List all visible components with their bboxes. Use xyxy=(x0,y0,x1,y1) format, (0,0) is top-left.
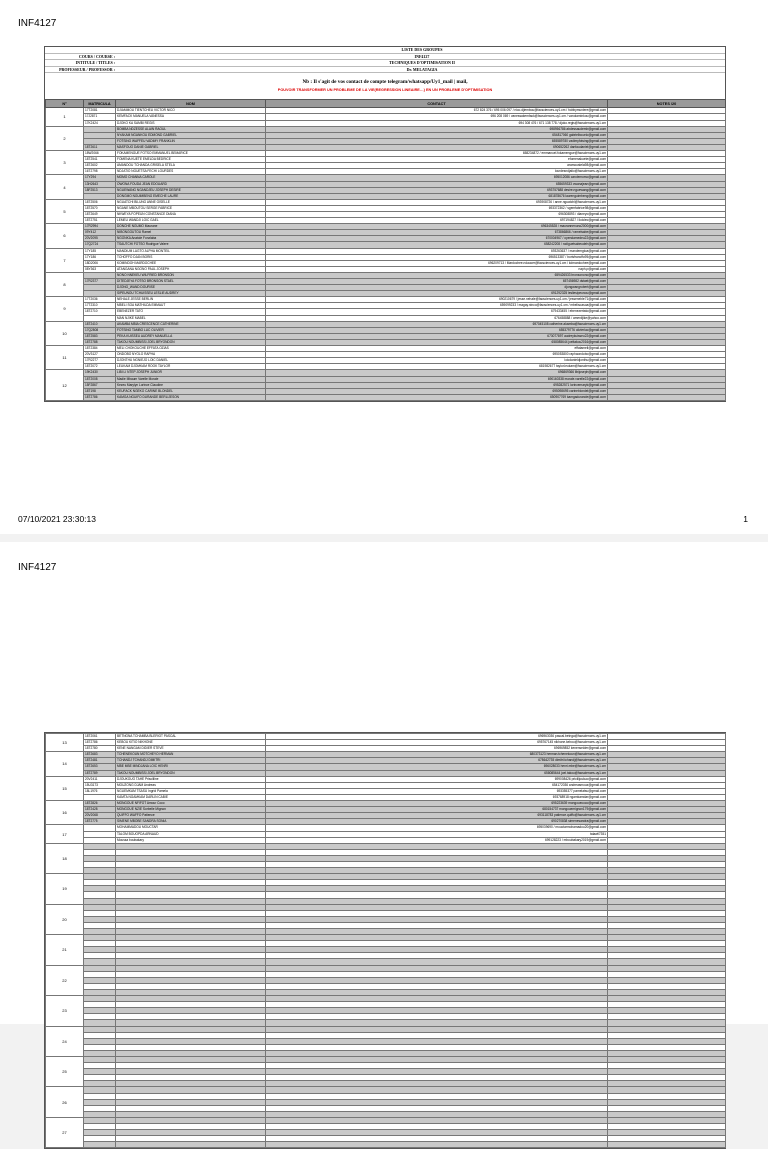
name-cell: OWONA FOUDA JEAN EDOUARD xyxy=(116,181,266,187)
contact-cell: 695223639 mongouecoco@gmail.com xyxy=(266,801,608,807)
name-cell: QUIFFO WAFFO Patience xyxy=(116,813,266,819)
group-number: 8 xyxy=(46,272,84,296)
groups-table-continued xyxy=(45,733,726,1148)
meta-value: TECHNIQUES D'OPTIMISATION II xyxy=(389,60,455,66)
name-cell: Moussa boubakary xyxy=(116,837,266,843)
group-number: 21 xyxy=(46,935,84,965)
meta-row xyxy=(45,60,725,67)
matricula-cell: 15U3173 xyxy=(84,782,116,788)
matricula-cell: 17Y185 xyxy=(84,248,116,254)
name-cell: BOMBA NDZESSE ALAIN RAOUL xyxy=(116,126,266,132)
matricula-cell: 13H2643 xyxy=(84,181,116,187)
name-cell: MAN NJIKE MABEL xyxy=(116,315,266,321)
contact-cell: 695053800 raphaondobo@gmail.com xyxy=(266,352,608,358)
matricula-cell: 17T2310 xyxy=(84,303,116,309)
contact-cell: 679433455 / ebenezertato@gmail.com xyxy=(266,309,608,315)
column-header: NOM xyxy=(116,100,266,108)
matricula-cell: 20V2411 xyxy=(84,776,116,782)
grade-cell xyxy=(608,394,726,400)
matricula-cell: 18W2066 xyxy=(84,151,116,157)
name-cell: DJONTHU NGNIEJO LOIC DANIEL xyxy=(116,358,266,364)
contact-cell: naph.p@gmail.com xyxy=(266,266,608,272)
contact-cell: 690160338 morale.varelle22@gmail.com xyxy=(266,376,608,382)
matricula-cell: 18T2570 xyxy=(84,205,116,211)
name-cell: ATANGANA NGONO PAUL JOSEPH xyxy=(116,266,266,272)
contact-cell: 695039690 / mouctarmohamadou20@gmail.com xyxy=(266,825,608,831)
name-cell: EBENEZER TATO xyxy=(116,309,266,315)
contact-cell: talawil7351 xyxy=(266,831,608,837)
document-page-1 xyxy=(0,0,768,534)
name-cell: DONGMO NGUIMBENG EMECHE LAURE xyxy=(116,193,266,199)
contact-cell: 658234872 / emmanuel.fokamengue@facsciences-uy1.cm xyxy=(266,151,608,157)
matricula-cell: 17J2871 xyxy=(84,114,116,120)
name-cell: MBE MBE MINDJANA LOIC HENRI xyxy=(116,764,266,770)
matricula-cell: 17Q2808 xyxy=(84,327,116,333)
name-cell: KEBOU KITIO NIKHONE xyxy=(116,740,266,746)
matricula-cell: 20V2095 xyxy=(84,236,116,242)
contact-cell: 697194827 / lloiclec@gmail.com xyxy=(266,218,608,224)
contact-cell: 696963036 pascal.betnga@facsciences-uy1.cm xyxy=(266,734,608,740)
matricula-cell: 18T2786 xyxy=(84,740,116,746)
matricula-cell: 18T2384 xyxy=(84,346,116,352)
matricula-cell: 17Y294 xyxy=(84,175,116,181)
contact-cell: 659426533 bronsonono@gmail.com xyxy=(266,272,608,278)
matricula-cell: 09Y412 xyxy=(84,230,116,236)
name-cell: SIPEUNOU TCHUISSEU LESLIE AUDREY xyxy=(116,291,266,297)
contact-cell: 680154737 mongouemignon179@gmail.com xyxy=(266,807,608,813)
name-cell: ONDOBO NYOLO RAPHA xyxy=(116,352,266,358)
contact-cell: 673866866 / ramelsabe@gmail.com xyxy=(266,230,608,236)
name-cell: MBELI SOA MATHILDA EMMAUT xyxy=(116,303,266,309)
matricula-cell: 18T2602 xyxy=(84,163,116,169)
matricula-cell: 18T2649 xyxy=(84,211,116,217)
group-list-sheet xyxy=(44,46,726,402)
contact-cell: 695012086 carolemomo@gmail.com xyxy=(266,175,608,181)
name-cell: TCHOFFO DJAN BORIS xyxy=(116,254,266,260)
contact-cell: djongwangrobert@gmail.com xyxy=(266,285,608,291)
contact-cell: 695098695 carineblondel@gmail.com xyxy=(266,388,608,394)
name-cell: TSAUTCHI FOTSO Rodrigue Valere xyxy=(116,242,266,248)
contact-cell: 672 824 376 / 695 006 097 / nico.djiembou@facsciences-uy1.cm / hobbymuniere@gmail.com xyxy=(266,108,608,114)
contact-cell: 658085644 joel.takou@facsciences-uy1.cm xyxy=(266,770,608,776)
meta-label: PROFESSEUR / PROFESSOR : xyxy=(59,66,115,72)
contact-cell: 654172036 andreasmouz@gmail.com xyxy=(266,782,608,788)
name-cell: KEUFACK NGEKO CARINE BLONDEL xyxy=(116,388,266,394)
meta-row xyxy=(45,67,725,74)
group-number: 24 xyxy=(46,1026,84,1056)
group-number: 11 xyxy=(46,346,84,370)
name-cell: MELI CHOKOUCHE EFFATA OZIAS xyxy=(116,346,266,352)
course-meta xyxy=(45,47,725,73)
meta-row xyxy=(45,54,725,61)
matricula-cell: 17T2081 xyxy=(84,108,116,114)
page-header-course-code: INF4127 xyxy=(18,18,57,29)
name-cell: AKAMBA MBIA CRESCENCE CATHERINE xyxy=(116,321,266,327)
contact-cell: efomenakuete@gmail.com xyxy=(266,157,608,163)
contact-cell: 697045108 catherine.akamba@facsciences-uy1.cm xyxy=(266,321,608,327)
matricula-cell: 18T2775 xyxy=(84,819,116,825)
group-number: 18 xyxy=(46,843,84,873)
contact-cell: 693118783 patience.quiffo@facsciences-uy1.cm xyxy=(266,813,608,819)
page-header-course-code: INF4127 xyxy=(18,562,57,573)
name-cell: NGUATCHI BILUNG ANNE GISELLE xyxy=(116,199,266,205)
contact-cell: 693757688 desire.nguewang@gmail.com xyxy=(266,187,608,193)
matricula-cell: 18T2780 xyxy=(84,746,116,752)
footer-datetime: 07/10/2021 23:30:13 xyxy=(18,514,96,524)
matricula-cell: 18F2513 xyxy=(84,187,116,193)
contact-cell: 693768918 ngamkamdar@gmail.com xyxy=(266,794,608,800)
contact-cell: 655589780 vadimyfotsing@gmail.com xyxy=(266,138,608,144)
name-cell: MOHAMMADOU MOUCTAR xyxy=(116,825,266,831)
contact-cell: 655659333 owonajean@gmail.com xyxy=(266,181,608,187)
group-number: 14 xyxy=(46,752,84,776)
group-number: 6 xyxy=(46,224,84,248)
name-cell: AMANDOU TCHANDA GRISELA STELA xyxy=(116,163,266,169)
contact-cell: 678642735 dimitri.tchandj@facsciences-uy1.cm xyxy=(266,758,608,764)
contact-cell: 690210679 / jesse.nehale@facsciences-uy1.cm / jesseneble71@gmail.com xyxy=(266,297,608,303)
contact-cell: 699128223 / mboubakary2019@gmail.com xyxy=(266,837,608,843)
group-number: 27 xyxy=(46,1117,84,1147)
matricula-cell: 19K2430 xyxy=(84,370,116,376)
matricula-cell: 18T2410 xyxy=(84,321,116,327)
matricula-cell: 18T2481 xyxy=(84,758,116,764)
matricula-cell: 17R2994 xyxy=(84,224,116,230)
name-cell: NYAKAM NGANKOU EDMOND GABRIEL xyxy=(116,132,266,138)
contact-cell: 696345528 / maurannenuno2000@gmail.com xyxy=(266,224,608,230)
meta-label: INTITULE / TITLES : xyxy=(75,60,115,66)
name-cell: TALOM BOUOPDA ARNAUD xyxy=(116,831,266,837)
table-row-empty xyxy=(46,1142,726,1148)
name-cell: FOTSING TAMBO LUC OLIVIER xyxy=(116,327,266,333)
topic-subtitle: POUVOIR TRANSFORMER UN PROBLEME DE LA VIE(REGRESSION LINEAIRE…) EN UN PROBLEME D'OPTIMISATION xyxy=(277,88,493,93)
group-number: 26 xyxy=(46,1087,84,1117)
name-cell: DJONG_WAND DOURISE xyxy=(116,285,266,291)
group-number: 4 xyxy=(46,175,84,199)
group-number: 20 xyxy=(46,904,84,934)
matricula-cell: 20V3127 xyxy=(84,352,116,358)
matricula-cell: 17R2277 xyxy=(84,358,116,364)
name-cell: NGANE MBOUTOU SERGE FABRICE xyxy=(116,205,266,211)
contact-cell: 690270838 simenesandra@gmail.com xyxy=(266,819,608,825)
list-title: LISTE DES GROUPES xyxy=(401,47,443,52)
matricula-cell: 18T2683 xyxy=(84,752,116,758)
matricula-cell: 17Y186 xyxy=(84,254,116,260)
group-number: 25 xyxy=(46,1056,84,1086)
matricula-cell: 18T2506 xyxy=(84,199,116,205)
contact-cell: 695767145 nikhone.kebou@facsciences-uy1.cm xyxy=(266,740,608,746)
name-cell: KOMINDOH MARDOCHEE xyxy=(116,260,266,266)
name-cell: DITEDJEYA FOTSO BRONSON STAEL xyxy=(116,279,266,285)
contact-cell: 658242208 / rodiguetsabeudeh@gmail.com xyxy=(266,242,608,248)
group-number: 12 xyxy=(46,370,84,400)
column-header: N° xyxy=(46,100,84,108)
contact-cell: 696969852 kenenseider@gmail.com xyxy=(266,746,608,752)
name-cell: DJOUKOUO TAHE Priscilline xyxy=(116,776,266,782)
name-cell: KAMGA NGUIFO DURANDE BERLIJESON xyxy=(116,394,266,400)
contact-cell: 696513387 / borisfrancffo95@gmail.com xyxy=(266,254,608,260)
column-header: CONTACT xyxy=(266,100,608,108)
group-number: 7 xyxy=(46,248,84,272)
name-cell: NDJATIO NGUETSA FECHI LOURDES xyxy=(116,169,266,175)
name-cell: KAMTA NGAMKAM DARLIN CABIE xyxy=(116,794,266,800)
empty-cell xyxy=(266,1142,608,1148)
matricula-cell: 18T2710 xyxy=(84,309,116,315)
contact-cell: 681982677 taylor.leukam@facsciences-uy1.cm xyxy=(266,364,608,370)
group-number: 22 xyxy=(46,965,84,995)
name-cell: FOMENA KUETE EMELDA BEDRICE xyxy=(116,157,266,163)
contact-cell: 699008426 pricilljoukuo@gmail.com xyxy=(266,776,608,782)
contact-cell: 681878676 laurenguimbeng@gmail.com xyxy=(266,193,608,199)
name-cell: DJOKO KA SAMBI REGIS xyxy=(116,120,266,126)
name-cell: NGUEWANG NGANDJEU JOSEPH DESIRE xyxy=(116,187,266,193)
matricula-cell: 18T2541 xyxy=(84,157,116,163)
matricula-cell: 18T2428 xyxy=(84,807,116,813)
contact-cell: 693355377 pamelatsu@gmail.com xyxy=(266,788,608,794)
contact-cell: 698956786 abdessaudemb@gmail.com xyxy=(266,126,608,132)
group-number: 13 xyxy=(46,734,84,752)
contact-cell: 696 208 069 / vanessakemfack@facsciences-uy1.cm / vanolaminkou@gmail.com xyxy=(266,114,608,120)
contact-cell: effatameli@gmail.com xyxy=(266,346,608,352)
name-cell: MASFOUO DANIE GABRIEL xyxy=(116,144,266,150)
name-cell: NGUEMKAM TSASU Ingrid Pamela xyxy=(116,788,266,794)
group-number: 16 xyxy=(46,801,84,825)
contact-cell: 670004967 / opendamedeu22@gmail.com xyxy=(266,236,608,242)
name-cell: LEUKAM DJOMKAM ROOK TAYLOR xyxy=(116,364,266,370)
group-number: 2 xyxy=(46,126,84,150)
contact-cell: 658085644 joeltakou2016@gmail.com xyxy=(266,339,608,345)
meta-value: Dr. MELATAGIA xyxy=(406,66,438,72)
name-cell: TAKOU NOUMBISSI JOEL BRYONDON xyxy=(116,770,266,776)
name-cell: MOMO CHANNA CAROLE xyxy=(116,175,266,181)
contact-cell: 696209713 / Mardochee.ndaucer@facsciences-uy1.cm / kdmardochee@gmail.com xyxy=(266,260,608,266)
contact-note: Nb : Il s'agit de vos contact de compte telegram/whatsapp/Uy1_mail | mail, xyxy=(302,79,468,86)
group-number: 17 xyxy=(46,825,84,843)
matricula-cell: 18D2006 xyxy=(84,260,116,266)
contact-cell: aramoustela98@gmail.com xyxy=(266,163,608,169)
group-number: 1 xyxy=(46,108,84,126)
contact-cell: 659099233 / magay.ninco@facsciences-uy1.cm / mbelisoasoa@gmail.com xyxy=(266,303,608,309)
name-cell: SIMENE MBOBE SANDRA SONIA xyxy=(116,819,266,825)
matricula-cell: 17T2036 xyxy=(84,297,116,303)
meta-value: INF4127 xyxy=(414,53,430,59)
contact-cell: 680373123 herman.tchenekoun@facsciences-uy1.cm xyxy=(266,752,608,758)
contact-cell: 657456982 dstael@gmail.com xyxy=(266,279,608,285)
matricula-cell: 18T198 xyxy=(84,388,116,394)
matricula-cell: 16T2798 xyxy=(84,169,116,175)
name-cell: MONGOUE NFIFOT Amour Coco xyxy=(116,801,266,807)
contact-cell: 691292325 lesliesipeunou@gmail.com xyxy=(266,291,608,297)
group-number: 15 xyxy=(46,776,84,800)
name-cell: DONCHE NGUMO Maurane xyxy=(116,224,266,230)
name-cell: TCHENEKOUN MOTCHEYO HERMAN xyxy=(116,752,266,758)
empty-cell xyxy=(608,1142,726,1148)
matricula-cell: 18T2583 xyxy=(84,333,116,339)
name-cell: NKWEYA FOPEUN CONSTANCE DIANA xyxy=(116,211,266,217)
name-cell: LEMEU WANDJI LOIC GAEL xyxy=(116,218,266,224)
name-cell: KEMFACK MANUELA VANESSA xyxy=(116,114,266,120)
document-page-2 xyxy=(0,542,768,1136)
matricula-cell: 18T2826 xyxy=(84,801,116,807)
matricula-cell: 18T2751 xyxy=(84,218,116,224)
matricula-cell: 18T2788 xyxy=(84,339,116,345)
name-cell: FOKAMENGUE FOTSO EMMANUEL BEMARICE xyxy=(116,151,266,157)
matricula-cell: 18T2008 xyxy=(84,376,116,382)
name-cell: LIBI LI NTEP JOSEPH JUNIOR xyxy=(116,370,266,376)
group-number: 3 xyxy=(46,151,84,175)
matricula-cell: 18T2789 xyxy=(84,770,116,776)
matricula-cell: 18T2072 xyxy=(84,364,116,370)
contact-cell: 693908726 / anne.nguatchi@facsciences-uy1.cm xyxy=(266,199,608,205)
matricula-cell: 17K2424 xyxy=(84,120,116,126)
table-row xyxy=(46,394,726,400)
column-header: NOTES /20 xyxy=(608,100,726,108)
matricula-cell: 20V2068 xyxy=(84,813,116,819)
name-cell: TAKOU NOUMBISSI JOEL BRYONDON xyxy=(116,339,266,345)
contact-cell: 693372362 / sgemfabrice98@gmail.com xyxy=(266,205,608,211)
name-cell: MOUZONG DJAM Andreas xyxy=(116,782,266,788)
meta-label: COURS / COURSE : xyxy=(78,53,115,59)
contact-cell: 676458888 / ameniijike@yahoo.com xyxy=(266,315,608,321)
matricula-cell: 17R2377 xyxy=(84,279,116,285)
name-cell: NEHALE JESSE BERLIN xyxy=(116,297,266,303)
empty-cell xyxy=(84,1142,116,1148)
name-cell: Kezeu Marylyn Lorince Claudine xyxy=(116,382,266,388)
name-cell: MANDIUM LAGTO ALPHA MONTEIL xyxy=(116,248,266,254)
matricula-cell: 18T2786 xyxy=(84,394,116,400)
contact-cell: 696869366 libijoseph@gmail.com xyxy=(266,370,608,376)
name-cell: PEKA KUISSEU AUDREY MANUELLA xyxy=(116,333,266,339)
contact-cell: 690652262 danfaudaniel@gmail.com xyxy=(266,144,608,150)
matricula-cell: 18T2061 xyxy=(84,734,116,740)
matricula-cell: 08Y363 xyxy=(84,266,116,272)
matricula-cell: 18L1976 xyxy=(84,788,116,794)
contact-cell: 695282571 lorincemaryk@gmail.com xyxy=(266,382,608,388)
group-number: 19 xyxy=(46,874,84,904)
name-cell: NONO NNEKEU WILFRIED BRONSON xyxy=(116,272,266,278)
contact-cell: 654817060 gabrielbouelo@gmail.com xyxy=(266,132,608,138)
matricula-cell: 18T2653 xyxy=(84,764,116,770)
name-cell: TCHANDJ TCHANDJ DIMITRI xyxy=(116,758,266,764)
contact-cell: loicdanieldjonthu@gmail.com xyxy=(266,358,608,364)
table-header xyxy=(46,100,726,108)
group-number: 23 xyxy=(46,996,84,1026)
groups-table xyxy=(45,99,726,401)
name-cell: MONGOUE NZIE Sorbelle Mignon xyxy=(116,807,266,813)
group-number: 5 xyxy=(46,199,84,223)
empty-cell xyxy=(116,1142,266,1148)
name-cell: NIBONGOUTOU Ramel xyxy=(116,230,266,236)
matricula-cell: 15F2867 xyxy=(84,382,116,388)
name-cell: KENE NANGAM DIDIER STEVE xyxy=(116,746,266,752)
name-cell: BETNGNA TCHAMBA BLERIOT PASCAL xyxy=(116,734,266,740)
column-header: MATRICULA xyxy=(84,100,116,108)
matricula-cell: 18T2611 xyxy=(84,144,116,150)
footer-page-number: 1 xyxy=(743,514,748,524)
group-list-sheet-continued xyxy=(44,732,726,1149)
matricula-cell: 17Q2724 xyxy=(84,242,116,248)
name-cell: NGONKA Anatole Fonzlaba xyxy=(116,236,266,242)
contact-cell: 655379776 olivierluc@gmail.com xyxy=(266,327,608,333)
contact-cell: 673077897 audreykuisseu22@gmail.com xyxy=(266,333,608,339)
contact-cell: 694 308 476 / 671 138 778 / djoko.regis@facsciences-uy1.cm xyxy=(266,120,608,126)
contact-cell: lourdesndjatio@facsciences-uy1.cm xyxy=(266,169,608,175)
name-cell: Madie Mbaum Varelle Morale xyxy=(116,376,266,382)
group-number: 10 xyxy=(46,321,84,345)
contact-cell: 693263637 / mandemgtoa@gmail.com xyxy=(266,248,608,254)
contact-cell: 696028033 henri.mbe@facsciences-uy1.cm xyxy=(266,764,608,770)
name-cell: DJIAMMOU TIENTCHEU VICTOR NICO xyxy=(116,108,266,114)
group-number: 9 xyxy=(46,297,84,321)
name-cell: FOTSING WAFFEU VADIMY FRANKLIN xyxy=(116,138,266,144)
contact-cell: 696308893 / dianeyo@gmail.com xyxy=(266,211,608,217)
contact-cell: 650907769 kamgadurande@gmail.com xyxy=(266,394,608,400)
